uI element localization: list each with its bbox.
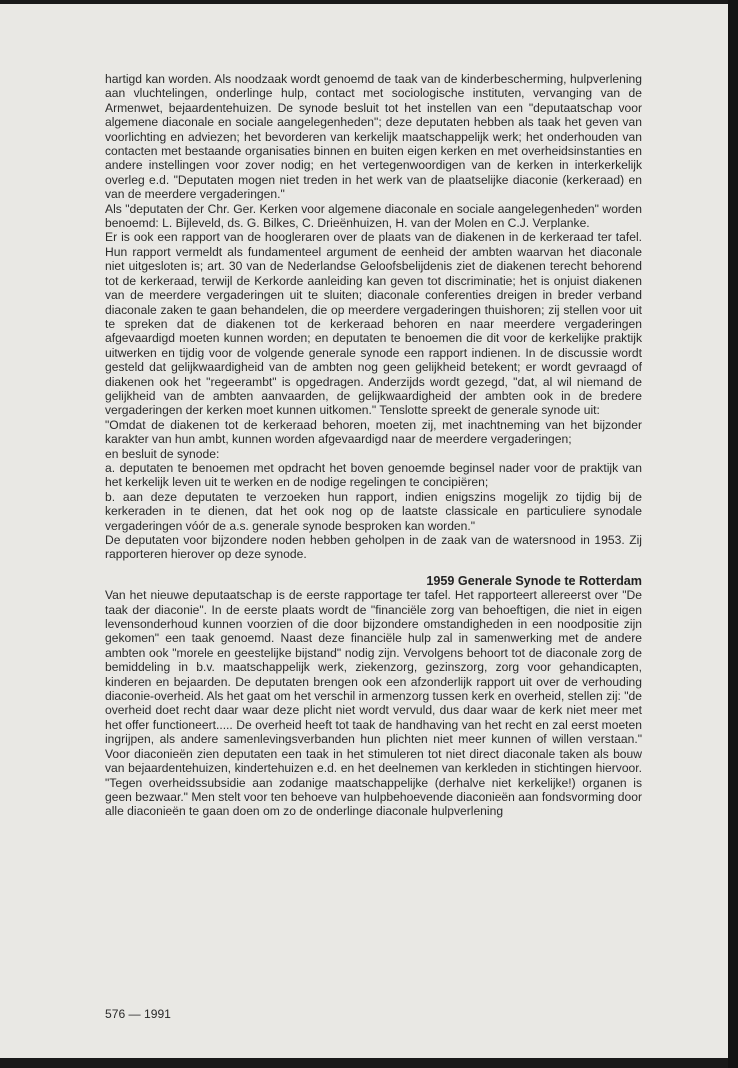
paragraph: hartigd kan worden. Als noodzaak wordt genoemd de taak van de kinderbescherming, hulpverlening aan vluchtelingen, onderlinge hulp, contact met sociologische instituten, vervanging van de Armenwet, bejaardentehuizen. De synode besluit tot het instellen van een "deputaatschap voor algemene diaconale en sociale aangelegenheden"; deze deputaten hebben als taak het geven van voorlichting en adviezen; het bevorderen van kerkelijk maatschappelijk werk; het onderhouden van contacten met bestaande organisaties binnen en buiten eigen kerken en met overheidsinstanties en andere instellingen voor zover nodig; en het vertegenwoordigen van de kerken in interkerkelijk overleg e.d. "Deputaten mogen niet treden in het werk van de plaatselijke diaconie (kerkeraad) en van de meerdere vergaderingen." — [105, 72, 642, 202]
document-page — [0, 4, 728, 1058]
page-footer: 576 — 1991 — [105, 1007, 171, 1021]
paragraph: en besluit de synode: — [105, 446, 220, 461]
section-heading: 1959 Generale Synode te Rotterdam — [426, 573, 642, 588]
paragraph: b. aan deze deputaten te verzoeken hun rapport, indien enigszins mogelijk zo tijdig bij de kerkeraden in te dienen, dat het ook nog op de laatste classicale en particuliere synodale vergaderingen vóór de a.s. generale synode besproken kan worden." — [105, 489, 642, 533]
paragraph: a. deputaten te benoemen met opdracht het boven genoemde beginsel nader voor de praktijk van het kerkelijk leven uit te werken en de nodige regelingen te concipiëren; — [105, 460, 642, 490]
paragraph: "Omdat de diakenen tot de kerkeraad behoren, moeten zij, met inachtneming van het bijzonder karakter van hun ambt, kunnen worden afgevaardigd naar de meerdere vergaderingen; — [105, 417, 642, 447]
paragraph: Van het nieuwe deputaatschap is de eerste rapportage ter tafel. Het rapporteert allereerst over "De taak der diaconie". In de eerste plaats wordt de "financiële zorg van behoeftigen, die niet in eigen levensonderhoud kunnen voorzien of die door bijzondere omstandigheden in een noodpositie zijn gekomen" een taak genoemd. Naast deze financiële hulp zal in samenwerking met de andere ambten ook "morele en geestelijke bijstand" nodig zijn. Vervolgens behoort tot de diaconale zorg de bemiddeling in b.v. maatschappelijk werk, ziekenzorg, gezinszorg, zorg voor gehandicapten, kinderen en bejaarden. De deputaten brengen ook een afzonderlijk rapport uit over de verhouding diaconie-overheid. Als het gaat om het verschil in armenzorg tussen kerk en overheid, stellen zij: "de overheid doet recht daar waar deze plicht niet wordt vervuld, dus daar waar de kerk niet meer met het offer functioneert..... De overheid heeft tot taak de handhaving van het recht en zal eerst moeten ingrijpen, als andere samenlevingsverbanden hun plichten niet meer kunnen of willen verstaan." Voor diaconieën zien deputaten een taak in het stimuleren tot niet direct diaconale taken als bouw van bejaardentehuizen, kindertehuizen e.d. en het deelnemen van kerkleden in stichtingen hiervoor. "Tegen overheidssubsidie aan zodanige maatschappelijke (derhalve niet kerkelijke!) organen is geen bezwaar." Men stelt voor ten behoeve van hulpbehoevende diaconieën aan fondsvorming door alle diaconieën te gaan doen om zo de onderlinge diaconale hulpverlening — [105, 588, 642, 819]
paragraph: Als "deputaten der Chr. Ger. Kerken voor algemene diaconale en sociale aangelegenheden" worden benoemd: L. Bijleveld, ds. G. Bilkes, C. Drieënhuizen, H. van der Molen en C.J. Verplanke. — [105, 201, 642, 231]
paragraph: Er is ook een rapport van de hoogleraren over de plaats van de diakenen in de kerkeraad ter tafel. Hun rapport vermeldt als fundamenteel argument de eenheid der ambten waarvan het diaconale niet uitgesloten is; art. 30 van de Nederlandse Geloofsbelijdenis ziet de diakenen terecht behorend tot de kerkeraad, terwijl de Kerkorde aanleiding kan geven tot discriminatie; het is onjuist diakenen van de meerdere vergaderingen uit te sluiten; diaconale conferenties dreigen in breder verband diaconale zaken te gaan behandelen, die op meerdere vergaderingen thuishoren; zij stellen voor uit te spreken dat de diakenen tot de kerkeraad behoren en naar meerdere vergaderingen afgevaardigd moeten kunnen worden; en deputaten te benoemen die dit voor de kerkelijke praktijk uitwerken en tijdig voor de volgende generale synode een rapport indienen. In de discussie wordt gesteld dat gelijkwaardigheid van de ambten nog geen gelijkheid betekent; er wordt gevraagd of diakenen ook het "regeerambt" is opgedragen. Anderzijds wordt gezegd, "dat, al wil niemand de gelijkheid van de ambten aanvaarden, de gelijkwaardigheid der ambten ook in de bredere vergaderingen der kerken moet kunnen uitkomen." Tenslotte spreekt de generale synode uit: — [105, 230, 642, 418]
body-text — [105, 72, 642, 819]
paragraph: De deputaten voor bijzondere noden hebben geholpen in de zaak van de watersnood in 1953. Zij rapporteren hierover op deze synode. — [105, 533, 642, 562]
scan-edge — [728, 0, 738, 1068]
